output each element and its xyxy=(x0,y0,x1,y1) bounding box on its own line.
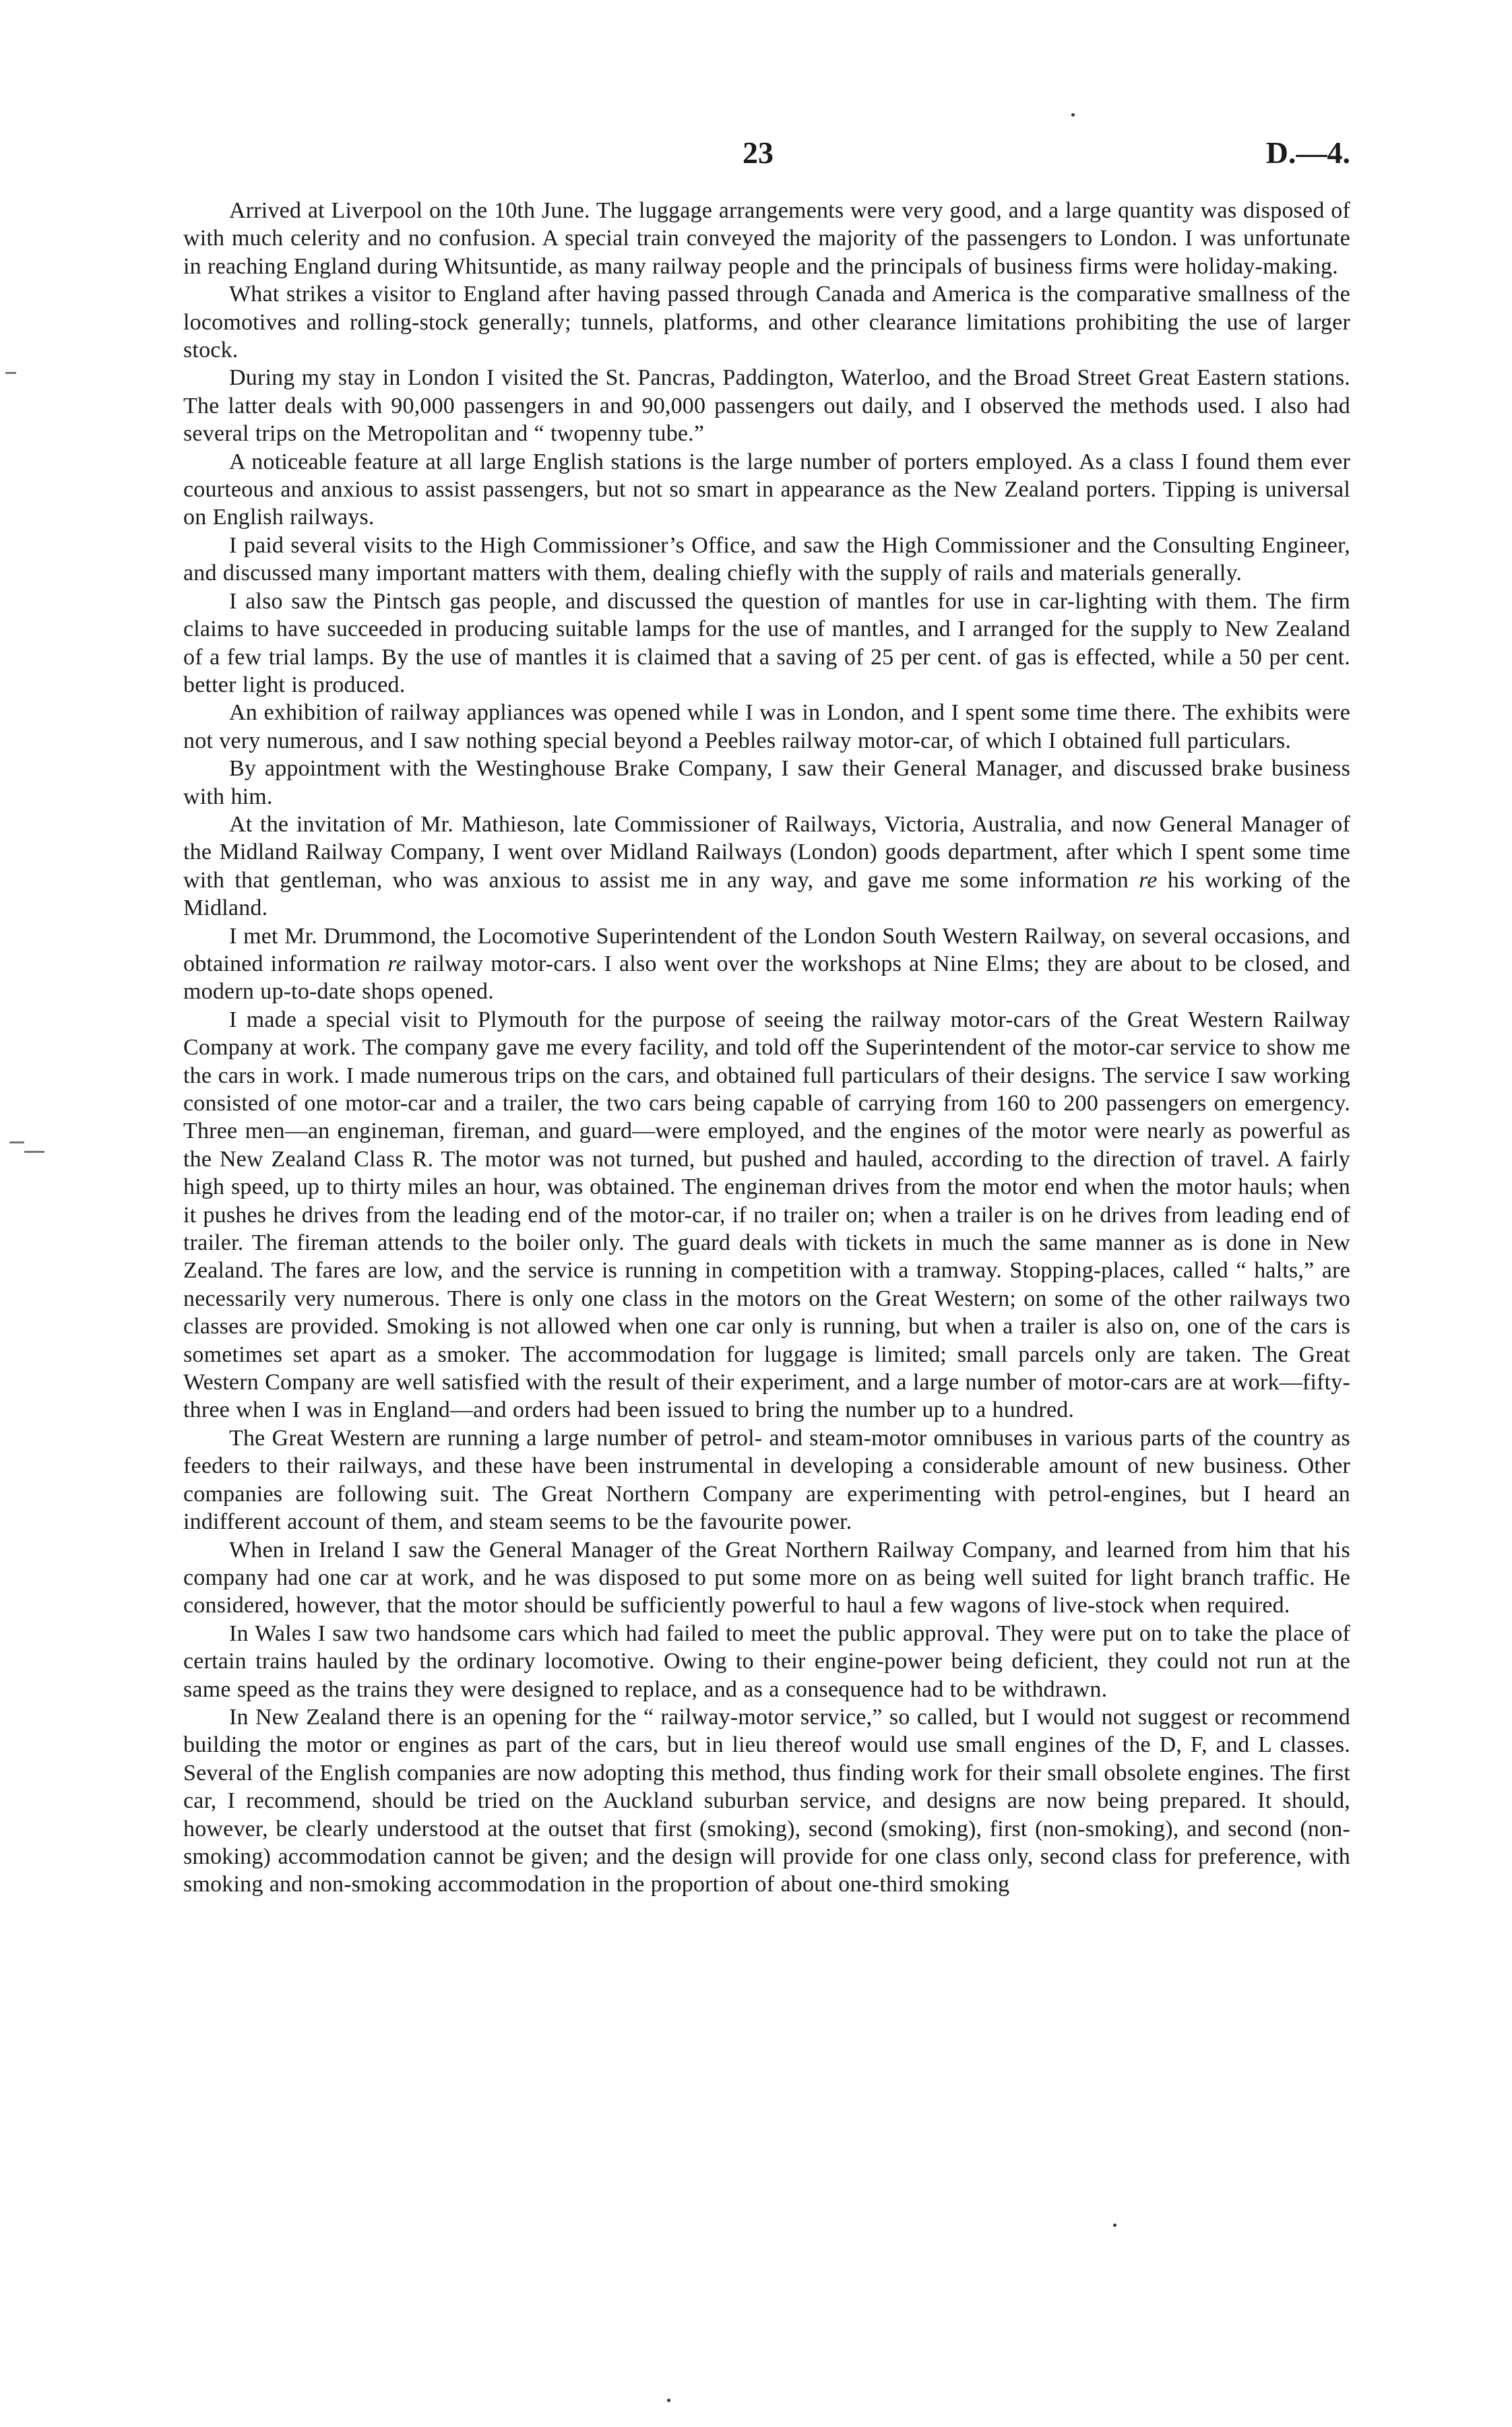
paragraph: An exhibition of railway appliances was opened while I was in London, and I spent some time there. The exhibits were not very numerous, and I saw nothing special beyond a Peebles railway motor-car, of which I obtained full particulars. xyxy=(183,700,1350,753)
paragraph: What strikes a visitor to England after having passed through Canada and America is the comparative smallness of the locomotives and rolling-stock generally; tunnels, platforms, and other clearance limitations prohibiting the use of larger stock. xyxy=(183,282,1350,363)
paragraph: When in Ireland I saw the General Manager of the Great Northern Railway Company, and learned from him that his company had one car at work, and he was disposed to put some more on as being well suited for light branch traffic. He considered, however, that the motor should be sufficiently powerful to haul a few wagons of live-stock when required. xyxy=(183,1537,1350,1618)
paragraph: I met Mr. Drummond, the Locomotive Superintendent of the London South Western Railway, on several occasions, and obtained information re railway motor-cars. I also went over the workshops at Nine Elms; they are about to be closed, and modern up-to-date shops opened. xyxy=(183,923,1350,1005)
paragraph: Arrived at Liverpool on the 10th June. The luggage arrangements were very good, and a large quantity was disposed of with much celerity and no confusion. A special train conveyed the majority of the passengers to London. I was unfortunate in reaching England during Whitsuntide, as many railway people and the principals of business firms were holiday-making. xyxy=(183,198,1350,279)
scan-speck xyxy=(1071,113,1075,117)
paragraph: At the invitation of Mr. Mathieson, late Commissioner of Railways, Victoria, Australia, and now General Manager of the Midland Railway Company, I went over Midland Railways (London) goods department, after which I spent some time with that gentleman, who was anxious to assist me in any way, and gave me some information re his working of the Midland. xyxy=(183,811,1350,921)
paragraph: The Great Western are running a large number of petrol- and steam-motor omnibuses in various parts of the country as feeders to their railways, and these have been instrumental in developing a considerable amount of new business. Other companies are following suit. The Great Northern Company are experimenting with petrol-engines, but I heard an indifferent account of them, and steam seems to be the favourite power. xyxy=(183,1425,1350,1535)
paragraph: In Wales I saw two handsome cars which had failed to meet the public approval. They were put on to take the place of certain trains hauled by the ordinary locomotive. Owing to their engine-power being deficient, they could not run at the same speed as the trains they were designed to replace, and as a consequence had to be withdrawn. xyxy=(183,1620,1350,1702)
paragraph: A noticeable feature at all large English stations is the large number of porters employed. As a class I found them ever courteous and anxious to assist passengers, but not so smart in appearance as the New Zealand porters. Tipping is universal on English railways. xyxy=(183,449,1350,530)
paragraph: In New Zealand there is an opening for the “ railway-motor service,” so called, but I would not suggest or recommend building the motor or engines as part of the cars, but in lieu thereof would use small engines of the D, F, and L classes. Several of the English companies are now adopting this method, thus finding work for their small obsolete engines. The first car, I recommend, should be tried on the Auckland suburban service, and designs are now being prepared. It should, however, be clearly understood at the outset that first (smoking), second (smoking), first (non-smoking), and second (non-smoking) accommodation cannot be given; and the design will provide for one class only, second class for preference, with smoking and non-smoking accommodation in the proportion of about one-third smoking xyxy=(183,1704,1350,1897)
scan-speck xyxy=(1113,2224,1116,2227)
document-reference: D.—4. xyxy=(1265,135,1350,170)
scan-speck xyxy=(667,2399,670,2402)
margin-mark xyxy=(24,1151,44,1153)
report-body xyxy=(183,197,1350,1899)
margin-mark xyxy=(5,372,16,374)
paragraph: I paid several visits to the High Commissioner’s Office, and saw the High Commissioner and the Consulting Engineer, and discussed many important matters with them, dealing chiefly with the supply of rails and materials generally. xyxy=(183,532,1350,586)
margin-mark xyxy=(9,1141,24,1143)
paragraph: By appointment with the Westinghouse Brake Company, I saw their General Manager, and discussed brake business with him. xyxy=(183,756,1350,809)
page-number: 23 xyxy=(743,135,774,170)
paragraph: During my stay in London I visited the St. Pancras, Paddington, Waterloo, and the Broad Street Great Eastern stations. The latter deals with 90,000 passengers in and 90,000 passengers out daily, and I observed the methods used. I also had several trips on the Metropolitan and “ twopenny tube.” xyxy=(183,365,1350,447)
paragraph: I also saw the Pintsch gas people, and discussed the question of mantles for use in car-lighting with them. The firm claims to have succeeded in producing suitable lamps for the use of mantles, and I arranged for the supply to New Zealand of a few trial lamps. By the use of mantles it is claimed that a saving of 25 per cent. of gas is effected, while a 50 per cent. better light is produced. xyxy=(183,588,1350,697)
paragraph: I made a special visit to Plymouth for the purpose of seeing the railway motor-cars of the Great Western Railway Company at work. The company gave me every facility, and told off the Superintendent of the motor-car service to show me the cars in work. I made numerous trips on the cars, and obtained full particulars of their designs. The service I saw working consisted of one motor-car and a trailer, the two cars being capable of carrying from 160 to 200 passengers on emergency. Three men—an engineman, fireman, and guard—were employed, and the engines of the motor were nearly as powerful as the New Zealand Class R. The motor was not turned, but pushed and hauled, according to the direction of travel. A fairly high speed, up to thirty miles an hour, was obtained. The engineman drives from the motor end when the motor hauls; when it pushes he drives from the leading end of the motor-car, if no trailer on; when a trailer is on he drives from leading end of trailer. The fireman attends to the boiler only. The guard deals with tickets in much the same manner as is done in New Zealand. The fares are low, and the service is running in competition with a tramway. Stopping-places, called “ halts,” are necessarily very numerous. There is only one class in the motors on the Great Western; on some of the other railways two classes are provided. Smoking is not allowed when one car only is running, but when a trailer is also on, one of the cars is sometimes set apart as a smoker. The accommodation for luggage is limited; small parcels only are taken. The Great Western Company are well satisfied with the result of their experiment, and a large number of motor-cars are at work—fifty-three when I was in England—and orders had been issued to bring the number up to a hundred. xyxy=(183,1007,1350,1423)
